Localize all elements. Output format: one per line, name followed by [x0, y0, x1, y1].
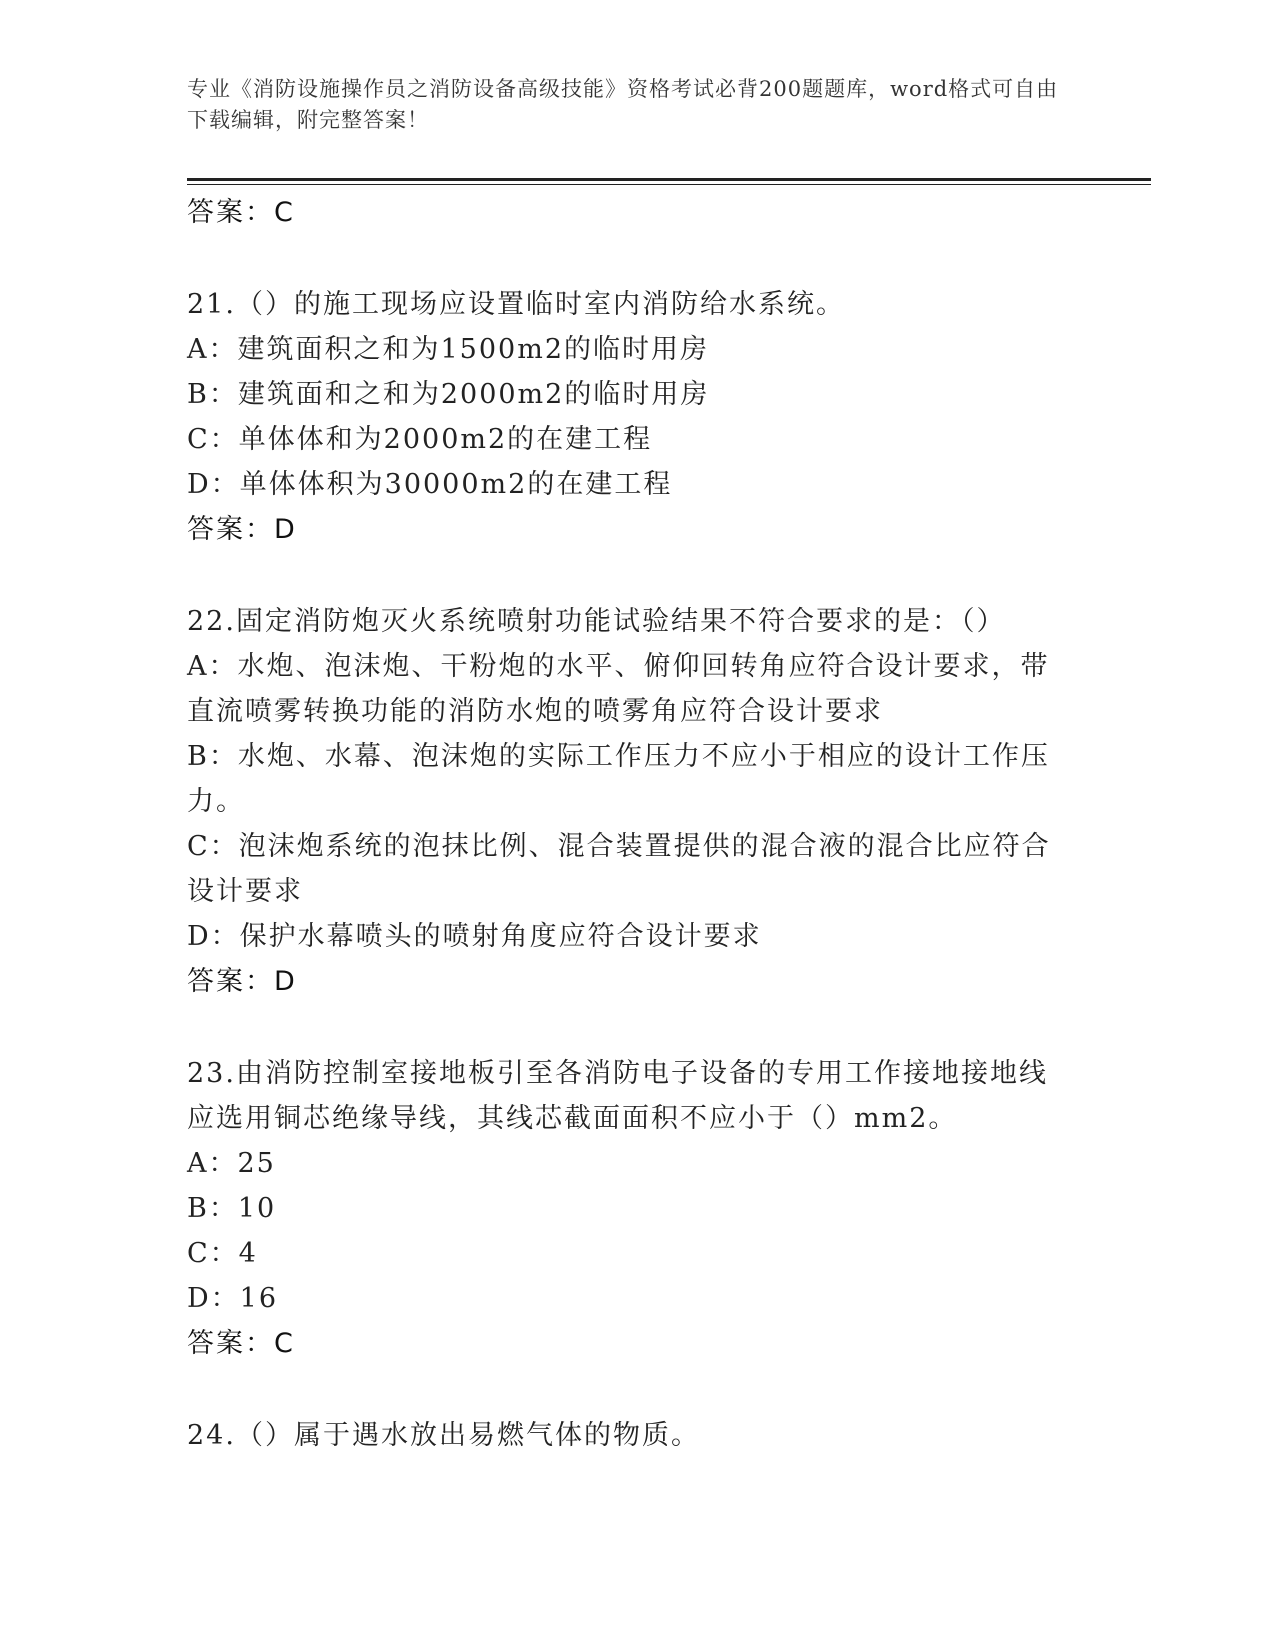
previous-answer: 答案：C — [187, 197, 295, 228]
option-b: B：水炮、水幕、泡沫炮的实际工作压力不应小于相应的设计工作压力。 — [187, 741, 1050, 817]
option-c: C：泡沫炮系统的泡抹比例、混合装置提供的混合液的混合比应符合设计要求 — [187, 831, 1051, 907]
question-stem: 22.固定消防炮灭火系统喷射功能试验结果不符合要求的是：（） — [187, 606, 1006, 637]
answer: 答案：C — [187, 1328, 295, 1359]
spacer — [187, 235, 1067, 282]
option-d: D：16 — [187, 1283, 279, 1314]
option-b: B：10 — [187, 1193, 277, 1224]
option-a: A：水炮、泡沫炮、干粉炮的水平、俯仰回转角应符合设计要求，带直流喷雾转换功能的消防水炮的喷雾角应符合设计要求 — [187, 651, 1050, 727]
header-rule-thin — [187, 184, 1151, 185]
question-22 — [187, 599, 1067, 1004]
option-a: A：建筑面积之和为1500m2的临时用房 — [187, 334, 709, 365]
option-c: C：4 — [187, 1238, 258, 1269]
header-rule-thick — [187, 178, 1151, 181]
question-21 — [187, 282, 1067, 552]
spacer — [187, 1004, 1067, 1051]
answer: 答案：D — [187, 966, 297, 997]
option-c: C：单体体和为2000m2的在建工程 — [187, 424, 653, 455]
question-stem: 24.（）属于遇水放出易燃气体的物质。 — [187, 1420, 700, 1451]
option-b: B：建筑面和之和为2000m2的临时用房 — [187, 379, 710, 410]
option-a: A：25 — [187, 1148, 276, 1179]
option-d: D：单体体积为30000m2的在建工程 — [187, 469, 673, 500]
document-header: 专业《消防设施操作员之消防设备高级技能》资格考试必背200题题库，word格式可自由下载编辑，附完整答案！ — [187, 77, 1059, 132]
question-23 — [187, 1051, 1067, 1366]
document-body — [187, 190, 1067, 1458]
spacer — [187, 1366, 1067, 1413]
spacer — [187, 552, 1067, 599]
answer: 答案：D — [187, 514, 297, 545]
question-stem: 23.由消防控制室接地板引至各消防电子设备的专用工作接地接地线应选用铜芯绝缘导线，其线芯截面面积不应小于（）mm2。 — [187, 1058, 1048, 1134]
option-d: D：保护水幕喷头的喷射角度应符合设计要求 — [187, 921, 762, 952]
question-stem: 21.（）的施工现场应设置临时室内消防给水系统。 — [187, 289, 845, 320]
question-24 — [187, 1413, 1067, 1458]
